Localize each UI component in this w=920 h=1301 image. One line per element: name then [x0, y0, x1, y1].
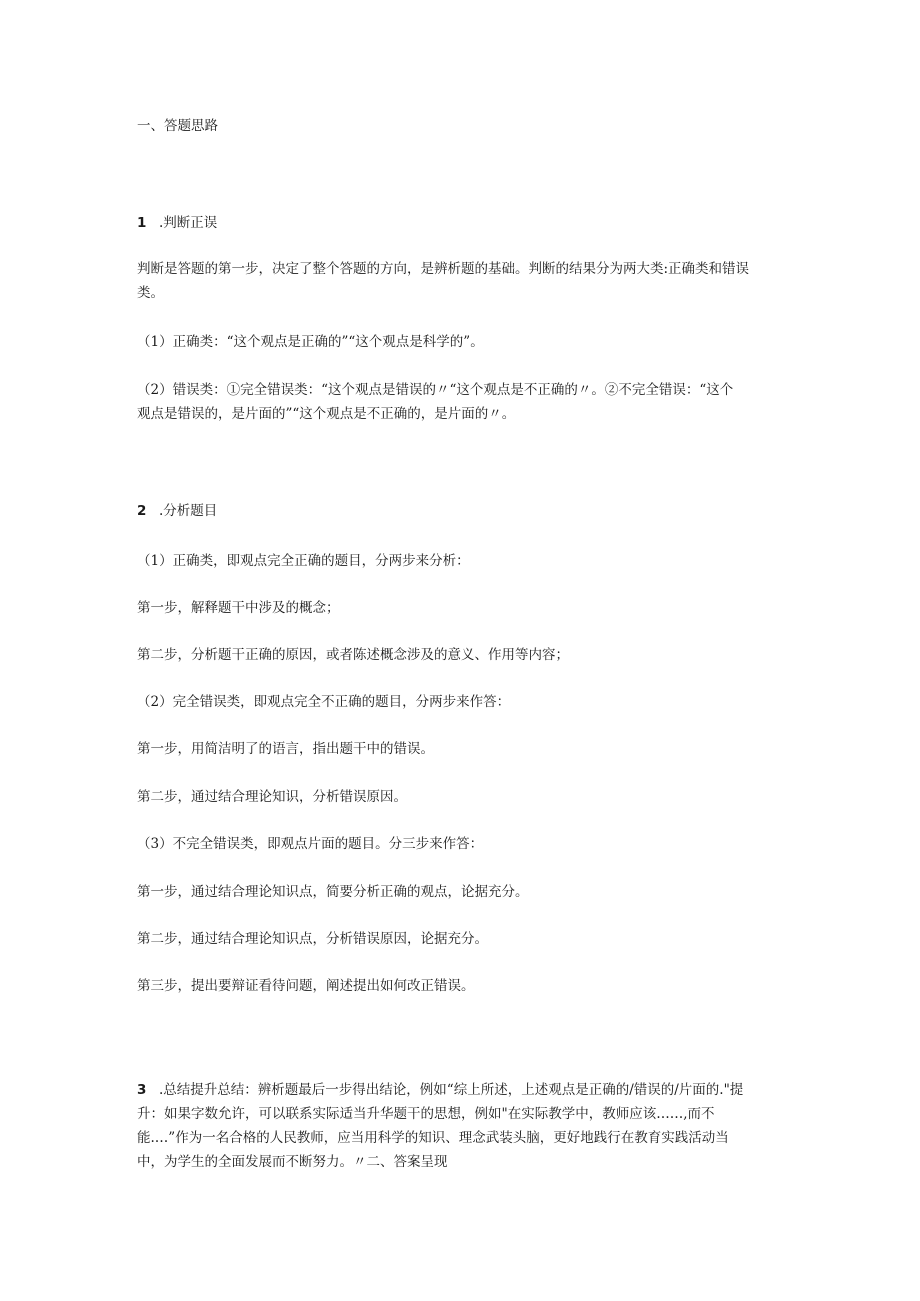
- section-2-line: 第二步，分析题干正确的原因，或者陈述概念涉及的意义、作用等内容；: [137, 647, 569, 663]
- text-line: 能.…”作为一名合格的人民教师，应当用科学的知识、理念武装头脑，更好地践行在教育实践活动当: [137, 1130, 729, 1146]
- text-line: 类。: [137, 285, 164, 301]
- correct-type-paragraph: （1）正确类：“这个观点是正确的”“这个观点是科学的”。: [137, 334, 484, 350]
- section-1-title: .判断正误: [159, 215, 218, 231]
- heading-answer-approach: 一、答题思路: [137, 118, 218, 134]
- section-2-line: 第一步，通过结合理论知识点，简要分析正确的观点，论据充分。: [137, 884, 529, 900]
- section-2-line: （2）完全错误类，即观点完全不正确的题目，分两步来作答：: [137, 694, 511, 710]
- section-2-line: 第三步，提出要辩证看待问题，阐述提出如何改正错误。: [137, 978, 475, 994]
- section-3-line-1: .总结提升总结：辨析题最后一步得出结论，例如“综上所述，上述观点是正确的/错误的/片面的."提: [159, 1082, 744, 1098]
- section-2-line: 第二步，通过结合理论知识，分析错误原因。: [137, 789, 407, 805]
- section-2-number: 2: [137, 503, 147, 519]
- text-line: [137, 1078, 787, 1102]
- section-3-number: 3: [137, 1082, 147, 1098]
- section-2-line: 第二步，通过结合理论知识点，分析错误原因，论据充分。: [137, 931, 488, 947]
- text-line: 观点是错误的，是片面的”“这个观点是不正确的，是片面的〃。: [137, 406, 516, 422]
- section-2-title: .分析题目: [159, 503, 218, 519]
- section-2-heading: [137, 499, 787, 523]
- section-2-line: 第一步，解释题干中涉及的概念；: [137, 600, 340, 616]
- section-2-line: （1）正确类，即观点完全正确的题目，分两步来分析：: [137, 553, 470, 569]
- text-line: 升：如果字数允许，可以联系实际适当升华题干的思想，例如"在实际教学中，教师应该……,而不: [137, 1106, 715, 1122]
- section-1-number: 1: [137, 215, 147, 231]
- text-line: 判断是答题的第一步，决定了整个答题的方向，是辨析题的基础。判断的结果分为两大类:正确类和错误: [137, 261, 750, 277]
- text-line: （2）错误类：①完全错误类：“这个观点是错误的〃“这个观点是不正确的〃。②不完全错误：“这个: [137, 382, 734, 398]
- text-line: 中，为学生的全面发展而不断努力。〃二、答案呈现: [137, 1154, 448, 1170]
- section-1-intro: [137, 257, 787, 305]
- section-2-line: 第一步，用简洁明了的语言，指出题干中的错误。: [137, 741, 434, 757]
- wrong-type-paragraph: [137, 378, 787, 426]
- section-1-heading: [137, 211, 787, 235]
- section-3-paragraph: [137, 1078, 787, 1174]
- section-2-line: （3）不完全错误类，即观点片面的题目。分三步来作答：: [137, 836, 484, 852]
